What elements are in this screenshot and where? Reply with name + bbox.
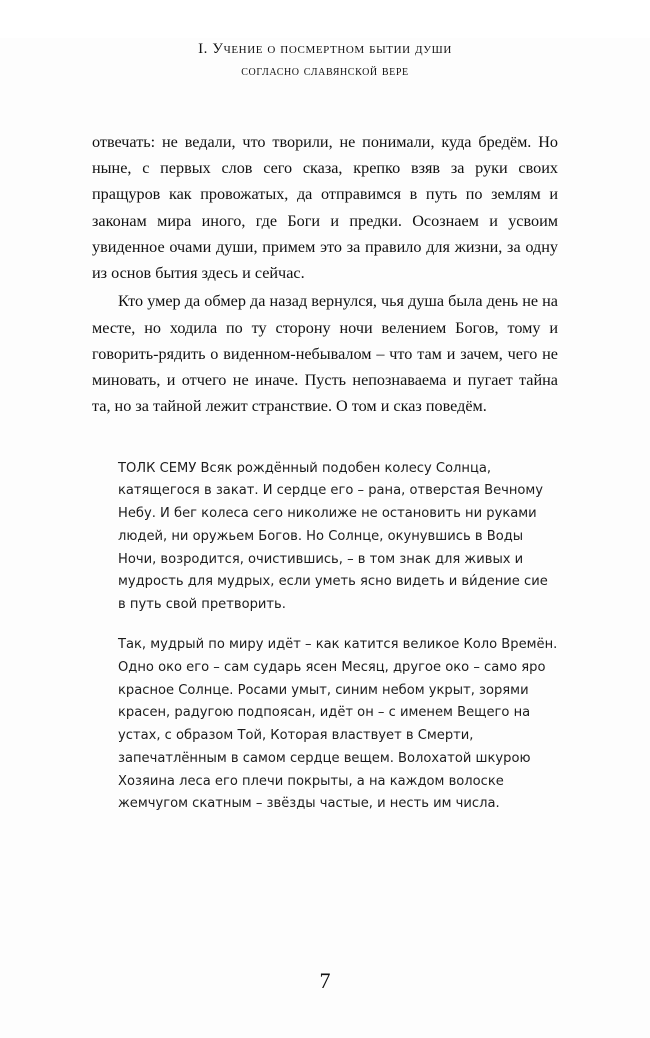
body-paragraph-2: Кто умер да обмер да назад вернулся, чья душа была день не на месте, но ходила по ту сторону ночи велением Богов, тому и говорить-рядить о виденном-небывалом – что там и зачем, чего не миновать, и отчего не иначе. Пусть непознаваема и пугает тайна та, но за тайной лежит странствие. О том и сказ поведём.: [92, 292, 558, 416]
inset-commentary-block: [118, 458, 558, 817]
page-number: 7: [319, 968, 331, 993]
running-head-line-2: согласно славянской вере: [241, 64, 409, 80]
inset-paragraph-1: ТОЛК СЕМУ Всяк рождённый подобен колесу Солнца, катящегося в закат. И сердце его – рана, отверстая Вечному Небу. И бег колеса сего николиже не остановить ни руками людей, ни оружьем Богов. Но Солнце, окунувшись в Воды Ночи, возродится, очистившись, – в том знак для живых и мудрость для мудрых, если уметь ясно видеть и ви́дение сие в путь свой претворить.: [118, 460, 548, 613]
running-head: [0, 38, 650, 83]
main-body-text: [92, 129, 558, 420]
running-head-line-1: I. Учение о посмертном бытии души: [198, 41, 452, 57]
body-paragraph-1: отвечать: не ведали, что творили, не понимали, куда бредём. Но ныне, с первых слов сего сказа, крепко взяв за руки своих пращуров как провожатых, да отправимся в путь по землям и законам мира иного, где Боги и предки. Осознаем и усвоим увиденное очами души, примем это за правило для жизни, за одну из основ бытия здесь и сейчас.: [92, 132, 558, 283]
inset-paragraph-2: Так, мудрый по миру идёт – как катится великое Коло Времён. Одно око его – сам сударь ясен Месяц, другое око – само яро красное Солнце. Росами умыт, синим небом укрыт, зорями красен, радугою подпоясан, идёт он – с именем Вещего на устах, с образом Той, Которая властвует в Смерти, запечатлённым в самом сердце вещем. Волохатой шкурою Хозяина леса его плечи покрыты, а на каждом волоске жемчугом скатным – звёзды частые, и несть им числа.: [118, 636, 558, 812]
book-page: [0, 38, 650, 1038]
